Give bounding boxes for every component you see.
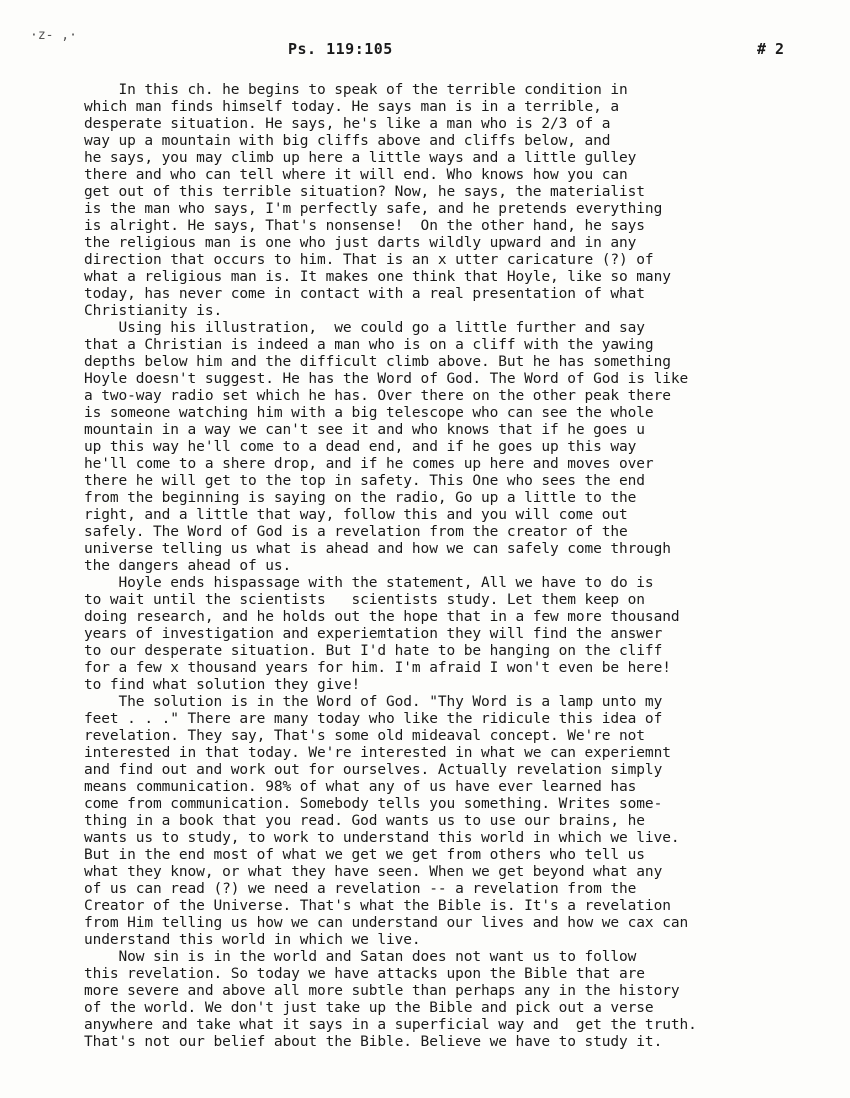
- text-line: to wait until the scientists scientists study. Let them keep on: [84, 592, 645, 608]
- text-line: get out of this terrible situation? Now, he says, the materialist: [84, 184, 645, 200]
- text-line: means communication. 98% of what any of us have ever learned has: [84, 779, 637, 795]
- text-line: safely. The Word of God is a revelation from the creator of the: [84, 524, 628, 540]
- text-line: he'll come to a shere drop, and if he comes up here and moves over: [84, 456, 654, 472]
- text-line: But in the end most of what we get we get from others who tell us: [84, 847, 645, 863]
- text-line: right, and a little that way, follow this and you will come out: [84, 507, 628, 523]
- text-line: direction that occurs to him. That is an x utter caricature (?) of: [84, 252, 654, 268]
- text-line: today, has never come in contact with a real presentation of what: [84, 286, 645, 302]
- text-line: and find out and work out for ourselves. Actually revelation simply: [84, 762, 663, 778]
- text-line: Now sin is in the world and Satan does not want us to follow: [84, 949, 637, 965]
- text-line: revelation. They say, That's some old mideaval concept. We're not: [84, 728, 645, 744]
- text-line: come from communication. Somebody tells you something. Writes some-: [84, 796, 663, 812]
- text-line: Creator of the Universe. That's what the Bible is. It's a revelation: [84, 898, 671, 914]
- text-line: he says, you may climb up here a little ways and a little gulley: [84, 150, 637, 166]
- text-line: there he will get to the top in safety. This One who sees the end: [84, 473, 645, 489]
- text-line: Using his illustration, we could go a little further and say: [84, 320, 645, 336]
- text-line: In this ch. he begins to speak of the terrible condition in: [84, 82, 628, 98]
- text-line: of the world. We don't just take up the Bible and pick out a verse: [84, 1000, 654, 1016]
- text-line: universe telling us what is ahead and how we can safely come through: [84, 541, 671, 557]
- text-line: wants us to study, to work to understand this world in which we live.: [84, 830, 680, 846]
- text-line: mountain in a way we can't see it and who knows that if he goes u: [84, 422, 645, 438]
- text-line: anywhere and take what it says in a superficial way and get the truth.: [84, 1017, 697, 1033]
- text-line: to our desperate situation. But I'd hate to be hanging on the cliff: [84, 643, 663, 659]
- text-line: that a Christian is indeed a man who is on a cliff with the yawing: [84, 337, 654, 353]
- body-text: [84, 82, 824, 1051]
- text-line: for a few x thousand years for him. I'm afraid I won't even be here!: [84, 660, 671, 676]
- text-line: from the beginning is saying on the radio, Go up a little to the: [84, 490, 637, 506]
- text-line: is alright. He says, That's nonsense! On the other hand, he says: [84, 218, 645, 234]
- text-line: doing research, and he holds out the hope that in a few more thousand: [84, 609, 680, 625]
- text-line: there and who can tell where it will end. Who knows how you can: [84, 167, 628, 183]
- text-line: up this way he'll come to a dead end, and if he goes up this way: [84, 439, 637, 455]
- text-line: interested in that today. We're interested in what we can experiemnt: [84, 745, 671, 761]
- text-line: thing in a book that you read. God wants us to use our brains, he: [84, 813, 645, 829]
- text-line: the dangers ahead of us.: [84, 558, 292, 574]
- text-line: this revelation. So today we have attacks upon the Bible that are: [84, 966, 645, 982]
- scripture-reference: Ps. 119:105: [288, 40, 393, 58]
- text-line: is the man who says, I'm perfectly safe, and he pretends everything: [84, 201, 663, 217]
- text-line: what they know, or what they have seen. When we get beyond what any: [84, 864, 663, 880]
- text-line: years of investigation and experiemtation they will find the answer: [84, 626, 663, 642]
- page-number: # 2: [757, 40, 785, 58]
- text-line: the religious man is one who just darts wildly upward and in any: [84, 235, 637, 251]
- text-line: from Him telling us how we can understand our lives and how we cax can: [84, 915, 689, 931]
- text-line: Hoyle doesn't suggest. He has the Word of God. The Word of God is like: [84, 371, 689, 387]
- text-line: of us can read (?) we need a revelation -- a revelation from the: [84, 881, 637, 897]
- text-line: a two-way radio set which he has. Over there on the other peak there: [84, 388, 671, 404]
- text-line: The solution is in the Word of God. "Thy Word is a lamp unto my: [84, 694, 663, 710]
- text-line: what a religious man is. It makes one think that Hoyle, like so many: [84, 269, 671, 285]
- text-line: more severe and above all more subtle than perhaps any in the history: [84, 983, 680, 999]
- text-line: which man finds himself today. He says man is in a terrible, a: [84, 99, 620, 115]
- text-line: way up a mountain with big cliffs above and cliffs below, and: [84, 133, 611, 149]
- text-line: is someone watching him with a big telescope who can see the whole: [84, 405, 654, 421]
- text-line: desperate situation. He says, he's like a man who is 2/3 of a: [84, 116, 611, 132]
- text-line: Hoyle ends hispassage with the statement, All we have to do is: [84, 575, 654, 591]
- text-line: understand this world in which we live.: [84, 932, 421, 948]
- text-line: to find what solution they give!: [84, 677, 361, 693]
- corner-mark: ·z- ,·: [30, 28, 77, 43]
- text-line: That's not our belief about the Bible. Believe we have to study it.: [84, 1034, 663, 1050]
- text-line: feet . . ." There are many today who like the ridicule this idea of: [84, 711, 663, 727]
- text-line: Christianity is.: [84, 303, 223, 319]
- text-line: depths below him and the difficult climb above. But he has something: [84, 354, 671, 370]
